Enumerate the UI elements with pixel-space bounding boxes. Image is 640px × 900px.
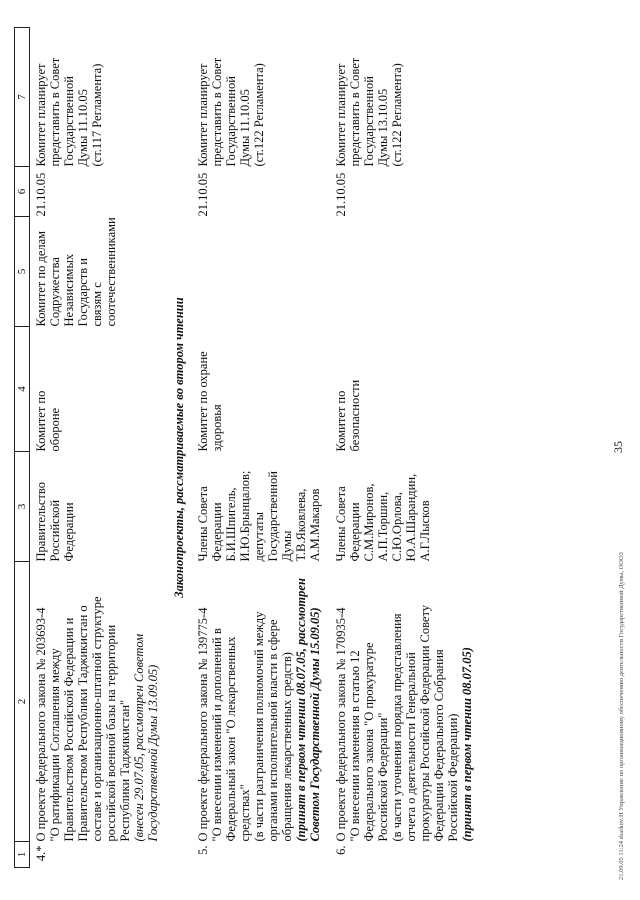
column-header-5: 5 — [15, 217, 30, 327]
remark: Комитет планирует представить в Совет Государственной Думы 11.10.05 (ст.122 Регламента) — [196, 57, 266, 167]
column-header-row — [15, 28, 30, 868]
table-row — [330, 28, 482, 868]
column-header-1: 1 — [15, 842, 30, 868]
remark: Комитет планирует представить в Совет Государственной Думы 11.10.05 (ст.117 Регламента) — [34, 57, 104, 167]
bill-description — [192, 562, 330, 842]
page-footer: 21.09.05 11:24 sharkov:H Управление по организационному обеспечению деятельности Государственной Думы, ООО3 — [618, 552, 625, 880]
row-number: 5. — [196, 845, 210, 855]
bill-note: (внесен 29.07.05, рассмотрен Советом Государственной Думы 13.09.05) — [132, 633, 160, 842]
remark: Комитет планирует представить в Совет Государственной Думы 13.10.05 (ст.122 Регламента) — [334, 57, 404, 167]
column-header-3: 3 — [15, 452, 30, 562]
bill-author: Члены Совета Федерации С.М.Миронов, А.П.Торшин, С.Ю.Орлова, Ю.А.Шарандин, А.Г.Лысков — [334, 473, 432, 562]
co-executor-committee: Комитет по делам Содружества Независимых Государств и связям с соотечественниками — [34, 217, 118, 327]
agenda-table — [14, 27, 482, 868]
column-header-4: 4 — [15, 327, 30, 452]
row-number: 4.* — [34, 845, 48, 862]
bill-description — [30, 562, 169, 842]
bill-author: Правительство Российской Федерации — [34, 482, 76, 562]
responsible-committee: Комитет по безопасности — [334, 379, 362, 452]
column-header-7: 7 — [15, 28, 30, 167]
table-row — [192, 28, 330, 868]
bill-title: О проекте федерального закона № 203693-4 "О ратификации Соглашения между Правительством Российской Федерации и Правительством Республики Таджикистан о составе и организационно-штатной структуре российской военной базы на территории Республики Таджикистан" — [34, 596, 132, 842]
co-executor-committee — [330, 217, 482, 327]
bill-title: О проекте федерального закона № 139775-4 "О внесении изменений и дополнений в Федеральный закон "О лекарственных средствах" (в части разграничения полномочий между органами исполнительной власти в сфере обращения лекарственных средств) — [196, 607, 294, 842]
deadline-date: 21.10.05 — [34, 172, 48, 217]
section-heading: Законопроекты, рассматриваемые во втором чтении — [172, 297, 186, 598]
bill-description — [330, 562, 482, 842]
row-number: 6. — [334, 845, 348, 855]
column-header-2: 2 — [15, 562, 30, 842]
responsible-committee: Комитет по охране здоровья — [196, 351, 224, 452]
table-row — [30, 28, 169, 868]
page-number: 35 — [611, 441, 625, 453]
bill-title: О проекте федерального закона № 170935-4 "О внесении изменения в статью 12 Федерального закона "О прокуратуре Российской Федерации" (в части уточнения порядка представления отчета о деятельности Генеральной прокуратуры Российской Федерации Совету Федерации Федерального Собрания Российской Федерации) — [334, 604, 460, 842]
deadline-date: 21.10.05 — [196, 172, 210, 217]
bill-note: (принят в первом чтении 08.07.05, рассмотрен Советом Государственной Думы 15.09.05) — [294, 578, 322, 842]
column-header-6: 6 — [15, 167, 30, 217]
co-executor-committee — [192, 217, 330, 327]
section-row — [168, 28, 192, 868]
responsible-committee: Комитет по обороне — [34, 390, 62, 452]
bill-note: (принят в первом чтении 08.07.05) — [460, 647, 474, 842]
deadline-date: 21.10.05 — [334, 172, 348, 217]
bill-author: Члены Совета Федерации Б.И.Шпигель, И.Ю.Брынцалов; депутаты Государственной Думы Т.В.Яковлева, А.М.Макаров — [196, 470, 322, 562]
